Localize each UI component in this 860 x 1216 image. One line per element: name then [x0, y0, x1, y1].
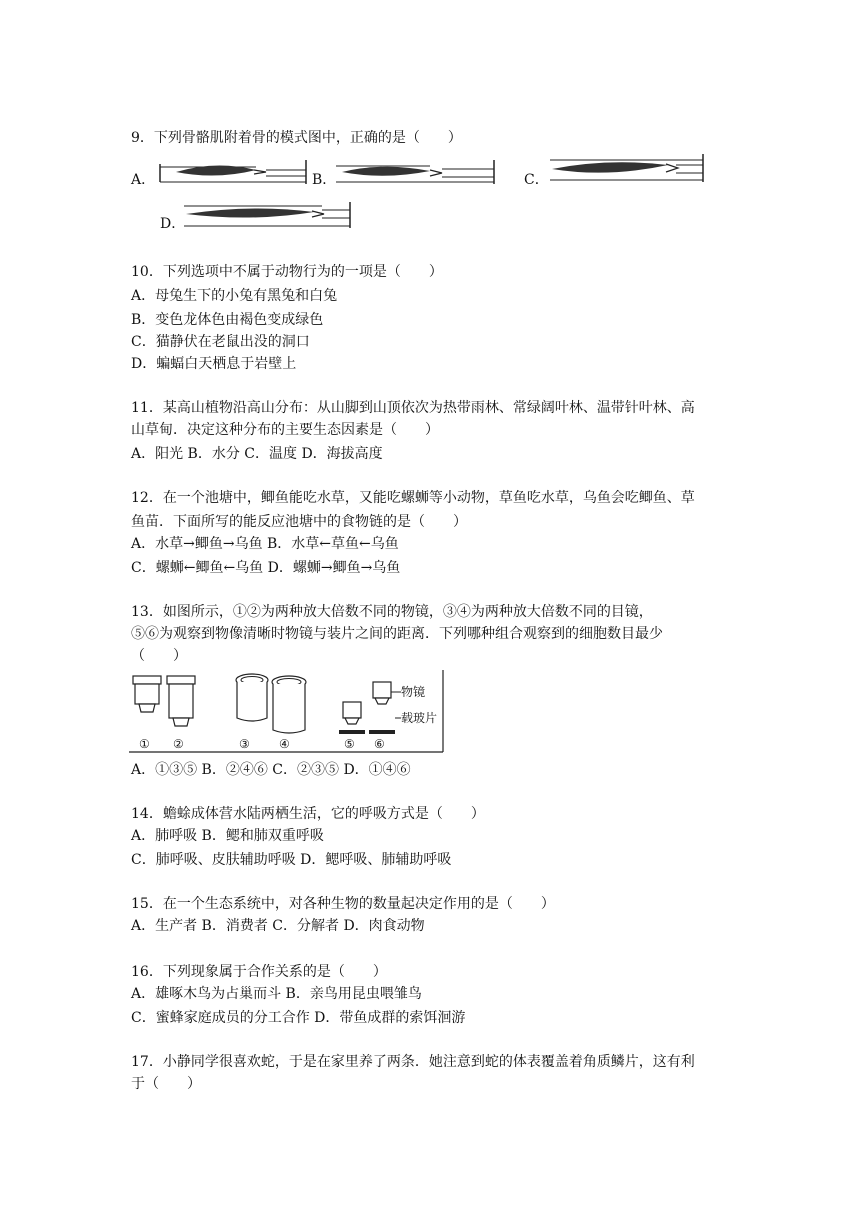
q9-option-d-label: D． [160, 216, 186, 232]
q16-options-line1: A．雄啄木鸟为占巢而斗 B．亲鸟用昆虫喂雏鸟 [131, 986, 422, 1002]
q9-option-c-label: C． [524, 172, 549, 188]
q14-options-line1: A．肺呼吸 B．鳃和肺双重呼吸 [131, 828, 324, 844]
q12-options-line2: C．螺蛳←鲫鱼←乌鱼 D．螺蛳→鲫鱼→乌鱼 [131, 560, 401, 576]
q17-stem-line1: 17．小静同学很喜欢蛇，于是在家里养了两条．她注意到蛇的体表覆盖着角质鳞片，这有利 [131, 1054, 695, 1070]
q14-options-line2: C．肺呼吸、皮肤辅助呼吸 D．鳃呼吸、肺辅助呼吸 [131, 852, 452, 868]
q15-options: A．生产者 B．消费者 C．分解者 D．肉食动物 [131, 918, 425, 934]
q16-stem: 16．下列现象属于合作关系的是（ ） [131, 964, 387, 980]
q9-figure-b [334, 158, 500, 186]
q11-options: A．阳光 B．水分 C．温度 D．海拔高度 [131, 446, 383, 462]
fig-label-1: ① [139, 737, 150, 751]
q12-options-line1: A．水草→鲫鱼→乌鱼 B．水草←草鱼←乌鱼 [131, 536, 399, 552]
q14-stem: 14．蟾蜍成体营水陆两栖生活，它的呼吸方式是（ ） [131, 806, 485, 822]
q10-option-d: D．蝙蝠白天栖息于岩壁上 [131, 356, 297, 372]
q12-stem-line2: 鱼苗．下面所写的能反应池塘中的食物链的是（ ） [131, 514, 467, 530]
q10-option-c: C．猫静伏在老鼠出没的洞口 [131, 334, 310, 350]
fig-label-2: ② [173, 737, 184, 751]
q10-stem: 10．下列选项中不属于动物行为的一项是（ ） [131, 264, 443, 280]
q9-figure-d [182, 200, 354, 230]
fig-label-6: ⑥ [374, 737, 385, 751]
fig-label-3: ③ [239, 737, 250, 751]
microscope-lens-figure [129, 668, 445, 754]
q9-option-a-label: A． [131, 172, 156, 188]
q9-option-b-label: B． [312, 172, 337, 188]
q13-options: A．①③⑤ B．②④⑥ C．②③⑤ D．①④⑥ [131, 762, 411, 778]
q16-options-line2: C．蜜蜂家庭成员的分工合作 D．带鱼成群的索饵洄游 [131, 1010, 466, 1026]
q9-figure-a [156, 158, 312, 186]
q12-stem-line1: 12．在一个池塘中，鲫鱼能吃水草，又能吃螺蛳等小动物，草鱼吃水草，乌鱼会吃鲫鱼、草 [131, 490, 695, 506]
q11-stem-line2: 山草甸．决定这种分布的主要生态因素是（ ） [131, 422, 439, 438]
q10-option-b: B．变色龙体色由褐色变成绿色 [131, 312, 324, 328]
q17-stem-line2: 于（ ） [131, 1076, 201, 1092]
q10-option-a: A．母兔生下的小兔有黑兔和白兔 [131, 288, 338, 304]
q13-stem-line1: 13．如图所示，①②为两种放大倍数不同的物镜，③④为两种放大倍数不同的目镜， [131, 604, 653, 620]
fig-label-objective: 物镜 [401, 685, 426, 699]
fig-label-5: ⑤ [344, 737, 355, 751]
q9-figure-c [548, 152, 708, 186]
q9-stem: 9．下列骨骼肌附着骨的模式图中，正确的是（ ） [131, 130, 462, 146]
q11-stem-line1: 11．某高山植物沿高山分布：从山脚到山顶依次为热带雨林、常绿阔叶林、温带针叶林、高 [131, 400, 695, 416]
q15-stem: 15．在一个生态系统中，对各种生物的数量起决定作用的是（ ） [131, 896, 555, 912]
q13-stem-line2: ⑤⑥为观察到物像清晰时物镜与装片之间的距离．下列哪种组合观察到的细胞数目最少 [131, 626, 663, 642]
fig-label-slide: 载玻片 [401, 711, 438, 725]
fig-label-4: ④ [279, 737, 290, 751]
q13-stem-line3: （ ） [131, 648, 187, 664]
